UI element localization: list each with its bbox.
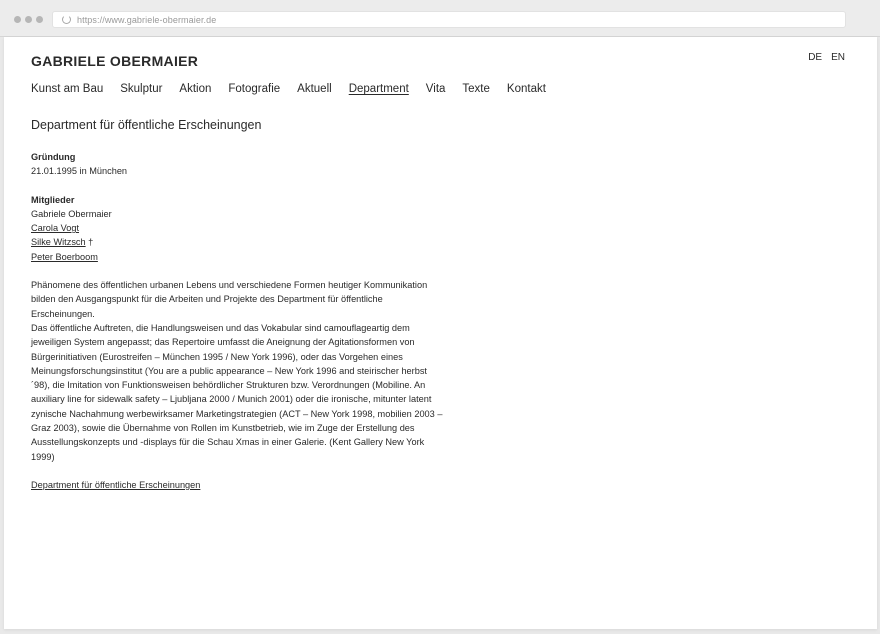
nav-item-kunst-am-bau[interactable]: Kunst am Bau xyxy=(31,83,104,95)
deceased-mark: † xyxy=(85,237,94,248)
paragraph-line: ´98), die Imitation von Funktionsweisen behördlicher Strukturen bzw. Verordnungen (Mobiline. An xyxy=(31,380,426,391)
member-link-carola-vogt[interactable]: Carola Vogt xyxy=(31,223,80,234)
nav-item-skulptur[interactable]: Skulptur xyxy=(120,83,163,95)
members-label: Mitglieder xyxy=(31,194,75,205)
department-link[interactable]: Department für öffentliche Erscheinungen xyxy=(31,479,201,490)
minimize-window-dot[interactable] xyxy=(25,16,32,23)
paragraph-line: Erscheinungen. xyxy=(31,308,95,319)
page-title: Department für öffentliche Erscheinungen xyxy=(31,118,262,132)
language-switcher xyxy=(808,52,845,63)
nav-item-vita[interactable]: Vita xyxy=(425,83,446,95)
nav-item-texte[interactable]: Texte xyxy=(462,83,490,95)
reload-icon[interactable] xyxy=(62,15,71,24)
paragraph-line: zynische Nachahmung werbewirksamer Marketingstrategien (ACT – New York 1998, mobilien 2003 – xyxy=(31,408,443,419)
nav-item-department[interactable]: Department xyxy=(348,83,409,95)
paragraph-line: Graz 2003), sowie die Übernahme von Rollen im Kunstbetrieb, wie im Zuge der Erstellung des xyxy=(31,423,415,434)
footer-link-row xyxy=(31,478,471,492)
founding-value: 21.01.1995 in München xyxy=(31,166,128,177)
member-row xyxy=(31,250,471,264)
paragraph-line: 1999) xyxy=(31,451,55,462)
nav-item-aktuell[interactable]: Aktuell xyxy=(297,83,332,95)
browser-chrome xyxy=(0,0,880,37)
nav-item-aktion[interactable]: Aktion xyxy=(179,83,212,95)
paragraph-line: Phänomene des öffentlichen urbanen Lebens und verschiedene Formen heutiger Kommunikation xyxy=(31,280,428,291)
main-navigation xyxy=(31,83,546,95)
member-name: Gabriele Obermaier xyxy=(31,208,112,219)
member-link-peter-boerboom[interactable]: Peter Boerboom xyxy=(31,251,98,262)
founding-label: Gründung xyxy=(31,152,76,162)
close-window-dot[interactable] xyxy=(14,16,21,23)
paragraph-line: jeweiligen System angepasst; das Repertoire umfasst die Aneignung der Agitationsformen von xyxy=(31,337,415,348)
paragraph-line: bilden den Ausgangspunkt für die Arbeiten und Projekte des Department für öffentliche xyxy=(31,294,383,305)
maximize-window-dot[interactable] xyxy=(36,16,43,23)
language-en-link[interactable]: EN xyxy=(831,52,845,63)
web-page xyxy=(4,37,877,629)
paragraph-line: Das öffentliche Auftreten, die Handlungsweisen und das Vokabular sind camouflageartig dem xyxy=(31,322,410,333)
member-row xyxy=(31,221,471,235)
nav-item-kontakt[interactable]: Kontakt xyxy=(506,83,546,95)
url-text[interactable]: https://www.gabriele-obermaier.de xyxy=(77,14,217,25)
member-row xyxy=(31,235,471,249)
paragraph-line: Bürgerinitiativen (Eurostreifen – München 1995 / New York 1996), oder das Vorgehen eines xyxy=(31,351,403,362)
main-content xyxy=(31,117,471,492)
paragraph-line: Ausstellungskonzepts und -displays für die Schau Xmas in einer Galerie. (Kent Gallery New York xyxy=(31,437,425,448)
paragraph-line: auxiliary line for sidewalk safety – Ljubljana 2000 / Munich 2001) oder die ironische, mitunter latent xyxy=(31,394,432,405)
member-link-silke-witzsch[interactable]: Silke Witzsch xyxy=(31,237,86,248)
description-text xyxy=(31,278,471,464)
window-controls xyxy=(14,16,43,23)
members-section xyxy=(31,193,471,264)
paragraph-line: Meinungsforschungsinstitut (You are a public appearance – New York 1996 and steirischer herbst xyxy=(31,365,427,376)
language-de-link[interactable]: DE xyxy=(808,52,823,63)
address-bar[interactable] xyxy=(52,11,846,28)
founding-section xyxy=(31,150,471,179)
site-title[interactable]: GABRIELE OBERMAIER xyxy=(31,53,199,69)
nav-item-fotografie[interactable]: Fotografie xyxy=(228,83,281,95)
